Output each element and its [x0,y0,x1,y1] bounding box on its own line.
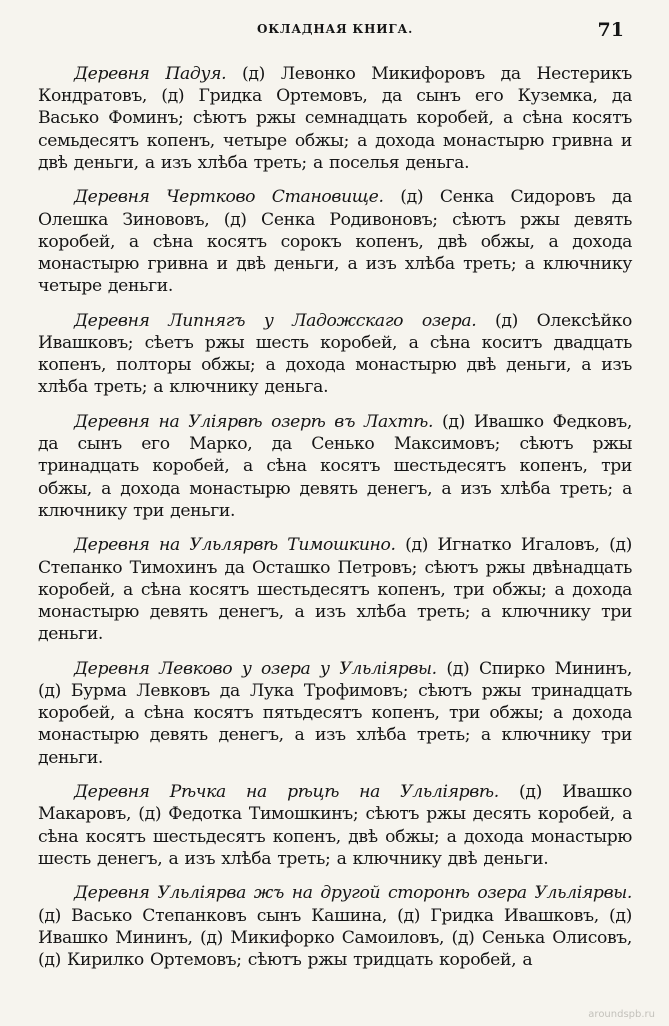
village-name: Деревня Чертково Становище. [74,187,384,208]
village-name: Деревня Падуя. [74,64,227,84]
running-header [40,19,630,44]
village-name: Деревня на Ульлярвѣ Тимошкино. [74,535,396,556]
entry-text: (д) Спирко Мининъ, (д) Бурма Левковъ да Лука Трофимовъ; сѣютъ ржы тринадцать коробей, а сѣна косятъ пятьдесятъ копенъ, три обжы; а дохода монастырю девять денегъ, а изъ хлѣба треть; а ключнику три деньги. [38,658,632,768]
village-entry [38,882,632,971]
entry-text: (д) Сенка Сидоровъ да Олешка Зинововъ, (д) Сенка Родивоновъ; сѣютъ ржы девять коробей, а сѣна косятъ сорокъ копенъ, двѣ обжы, а дохода монастырю гривна и двѣ деньги, а изъ хлѣба треть; а ключнику четыре деньги. [38,187,633,297]
village-entry [38,658,632,769]
village-name: Деревня Рѣчка на рѣцѣ на Ульліярвѣ. [74,782,499,803]
village-name: Деревня Левково у озера у Ульліярвы. [74,658,437,679]
entry-text: (д) Игнатко Игаловъ, (д) Степанко Тимохинъ да Осташко Петровъ; сѣютъ ржы двѣнадцать коробей, а сѣна косятъ шестьдесятъ копенъ, три обжы; а дохода монастырю девять денегъ, а изъ хлѣба треть; а ключнику три деньги. [38,535,633,645]
entry-text: (д) Ивашко Макаровъ, (д) Федотка Тимошкинъ; сѣютъ ржы десять коробей, а сѣна косятъ шестьдесятъ копенъ, двѣ обжы; а дохода монастырю шесть денегъ, а изъ хлѣба треть; а ключнику двѣ деньги. [38,782,632,869]
village-entry [38,534,632,645]
entry-text: (д) Левонко Микифоровъ да Нестерикъ Кондратовъ, (д) Гридка Ортемовъ, да сынъ его Куземка, да Васько Фоминъ; сѣютъ ржы семнадцать коробей, а сѣна косятъ семьдесятъ копенъ, четыре обжы; а дохода монастырю гривна и двѣ деньги, а изъ хлѣба треть; а поселья деньга. [38,64,632,173]
village-entry [38,186,632,297]
village-entry [38,310,632,399]
running-title: ОКЛАДНАЯ КНИГА. [256,22,414,36]
entry-text: (д) Ивашко Федковъ, да сынъ его Марко, да Сенько Максимовъ; сѣютъ ржы тринадцать коробей, а сѣна косятъ шестьдесятъ копенъ, три обжы, а дохода монастырю девять денегъ, а изъ хлѣба треть; а ключнику три деньги. [38,412,632,521]
village-name: Деревня на Уліярвѣ озерѣ въ Лахтѣ. [74,412,434,433]
watermark: aroundspb.ru [588,1009,655,1020]
village-entry [38,411,632,522]
page-number: 71 [597,19,624,41]
entry-text: (д) Васько Степанковъ сынъ Кашина, (д) Гридка Ивашковъ, (д) Ивашко Мининъ, (д) Микифорко Самоиловъ, (д) Сенька Олисовъ, (д) Кирилко Ортемовъ; сѣютъ ржы тридцать коробей, а [38,905,632,971]
entry-text: (д) Олексѣйко Ивашковъ; сѣетъ ржы шесть коробей, а сѣна коситъ двадцать копенъ, полторы обжы; а дохода монастырю двѣ деньги, а изъ хлѣба треть; а ключнику деньга. [38,310,632,398]
village-entry [38,63,632,174]
village-name: Деревня Ульліярва жъ на другой сторонѣ озера Ульліярвы. [74,883,632,904]
page-body [38,63,632,971]
village-name: Деревня Липнягъ у Ладожскаго озера. [74,310,477,331]
village-entry [38,781,632,870]
